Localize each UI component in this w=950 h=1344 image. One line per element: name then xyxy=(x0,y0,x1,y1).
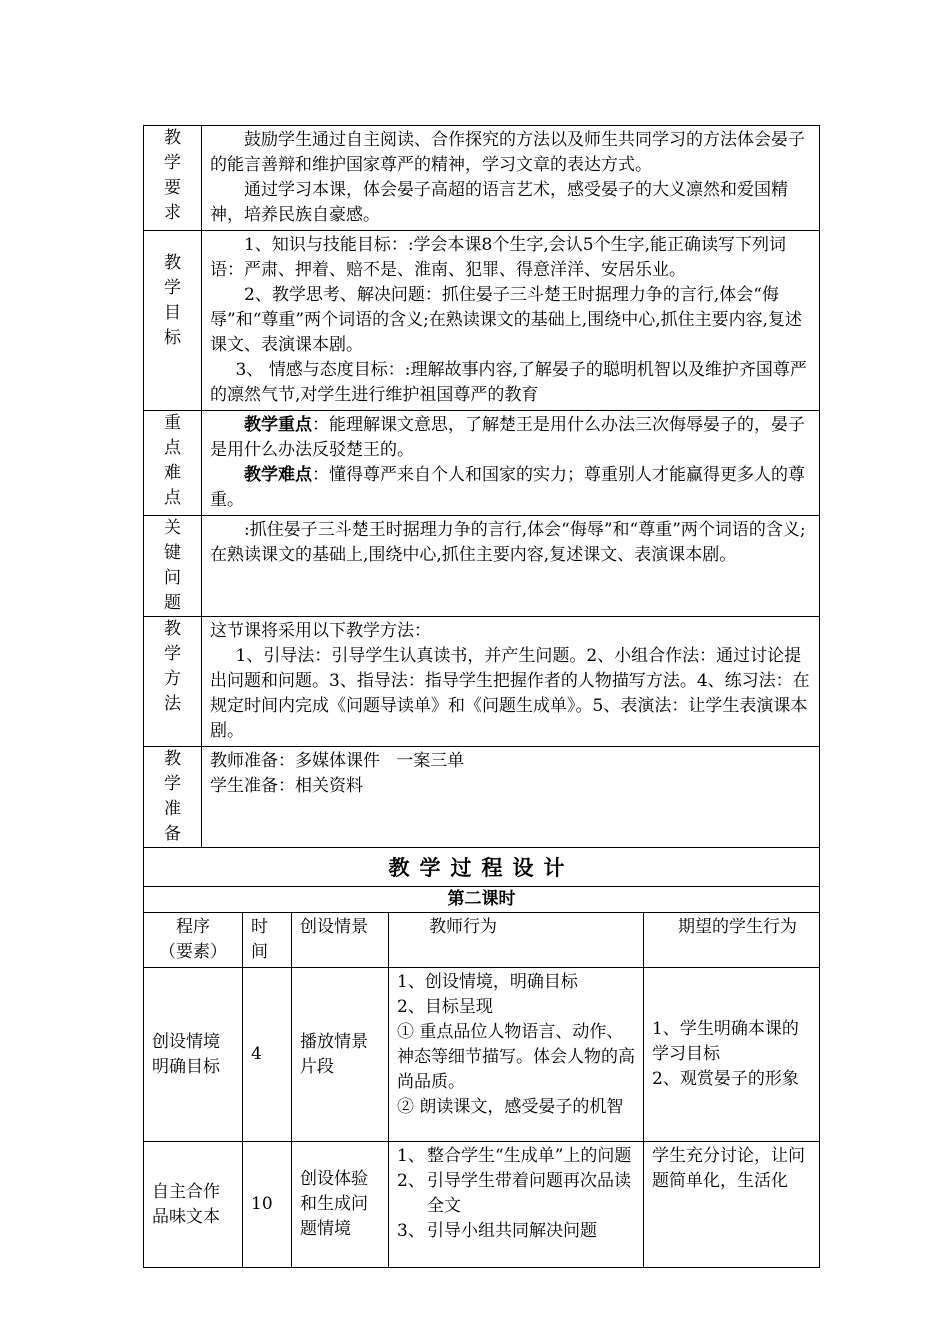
label-preparation: 教 学 准 备 xyxy=(144,747,202,848)
row-process-title xyxy=(144,848,820,887)
student-cell: 学生充分讨论，让问题简单化，生活化 xyxy=(644,1142,820,1268)
lesson-label: 第二课时 xyxy=(144,887,820,913)
teacher-cell xyxy=(389,968,644,1142)
row-keypoints xyxy=(144,411,820,516)
focus-label: 教学重点 xyxy=(244,415,312,435)
header-procedure: 程序 （要素） xyxy=(144,913,243,968)
focus-paragraph xyxy=(210,413,811,463)
header-scene: 创设情景 xyxy=(292,913,389,968)
goal-item: 1、知识与技能目标：:学会本课8个生字,会认5个生字,能正确读写下列词语：严肃、押着、赔不是、淮南、犯罪、得意洋洋、安居乐业。 xyxy=(210,235,786,280)
scene-cell: 播放情景片段 xyxy=(292,968,389,1142)
row-methods xyxy=(144,617,820,747)
teacher-cell xyxy=(389,1142,644,1268)
row-requirements xyxy=(144,126,820,231)
difficulty-paragraph xyxy=(210,463,811,513)
label-requirements: 教 学 要 求 xyxy=(144,126,202,231)
difficulty-text: ：懂得尊严来自个人和国家的实力；尊重别人才能赢得更多人的尊重。 xyxy=(210,465,805,510)
requirements-paragraph: 通过学习本课，体会晏子高超的语言艺术，感受晏子的大义凛然和爱国精神，培养民族自豪感。 xyxy=(210,180,788,225)
requirements-paragraph: 鼓励学生通过自主阅读、合作探究的方法以及师生共同学习的方法体会晏子的能言善辩和维护国家尊严的精神，学习文章的表达方式。 xyxy=(210,130,805,175)
student-preparation: 学生准备：相关资料 xyxy=(210,776,363,796)
procedure-cell: 自主合作品味文本 xyxy=(144,1142,243,1268)
student-cell: 1、学生明确本课的学习目标 2、观赏晏子的形象 xyxy=(644,968,820,1142)
list-item: 1、 整合学生“生成单”上的问题 xyxy=(397,1146,632,1166)
process-row xyxy=(144,1142,820,1268)
list-item: 2、 引导学生带着问题再次品读全文 xyxy=(397,1171,631,1216)
header-time: 时 间 xyxy=(243,913,292,968)
row-goals xyxy=(144,231,820,411)
header-teacher: 教师行为 xyxy=(389,913,644,968)
row-preparation xyxy=(144,747,820,848)
process-title: 教学过程设计 xyxy=(144,848,820,887)
label-keypoints: 重 点 难 点 xyxy=(144,411,202,516)
procedure-cell: 创设情境明确目标 xyxy=(144,968,243,1142)
preparation-content xyxy=(202,747,820,848)
row-lesson xyxy=(144,887,820,913)
scene-cell: 创设体验和生成问题情境 xyxy=(292,1142,389,1268)
header-student: 期望的学生行为 xyxy=(644,913,820,968)
methods-content xyxy=(202,617,820,747)
process-header-row xyxy=(144,913,820,968)
key-question-text: :抓住晏子三斗楚王时据理力争的言行,体会“侮辱”和“尊重”两个词语的含义;在熟读课文的基础上,围绕中心,抓住主要内容,复述课文、表演课本剧。 xyxy=(210,520,806,565)
lesson-plan-table xyxy=(143,125,820,1268)
teacher-preparation: 教师准备：多媒体课件 一案三单 xyxy=(210,751,465,771)
list-item: 3、 引导小组共同解决问题 xyxy=(397,1221,597,1241)
requirements-content xyxy=(202,126,820,231)
row-key-question xyxy=(144,516,820,617)
teacher-line: 2、目标呈现 xyxy=(397,997,493,1017)
teacher-line: ② 朗读课文，感受晏子的机智 xyxy=(397,1097,624,1117)
focus-text: ：能理解课文意思，了解楚王是用什么办法三次侮辱晏子的，晏子是用什么办法反驳楚王的。 xyxy=(210,415,805,460)
process-row xyxy=(144,968,820,1142)
key-question-content xyxy=(202,516,820,617)
goal-item: 2、教学思考、解决问题：抓住晏子三斗楚王时据理力争的言行,体会“侮辱”和“尊重”两个词语的含义;在熟读课文的基础上,围绕中心,抓住主要内容,复述课文、表演课本剧。 xyxy=(210,285,803,355)
label-goals: 教 学 目 标 xyxy=(144,231,202,411)
time-cell: 4 xyxy=(243,968,292,1142)
label-key-question: 关 键 问 题 xyxy=(144,516,202,617)
teacher-line: ① 重点品位人物语言、动作、神态等细节描写。体会人物的高尚品质。 xyxy=(397,1022,635,1092)
lesson-plan-page xyxy=(143,125,819,1268)
teacher-list xyxy=(397,1144,635,1244)
methods-intro: 这节课将采用以下教学方法： xyxy=(210,621,431,641)
goal-item: 3、 情感与态度目标：:理解故事内容,了解晏子的聪明机智以及维护齐国尊严的凛然气节,对学生进行维护祖国尊严的教育 xyxy=(210,360,807,405)
methods-text: 1、引导法：引导学生认真读书，并产生问题。2、小组合作法：通过讨论提出问题和问题。3、指导法：指导学生把握作者的人物描写方法。4、练习法：在规定时间内完成《问题导读单》和《问题生成单》。5、表演法：让学生表演课本剧。 xyxy=(210,646,810,741)
label-methods: 教 学 方 法 xyxy=(144,617,202,747)
difficulty-label: 教学难点 xyxy=(244,465,312,485)
goals-content xyxy=(202,231,820,411)
keypoints-content xyxy=(202,411,820,516)
time-cell: 10 xyxy=(243,1142,292,1268)
teacher-line: 1、创设情境，明确目标 xyxy=(397,972,578,992)
